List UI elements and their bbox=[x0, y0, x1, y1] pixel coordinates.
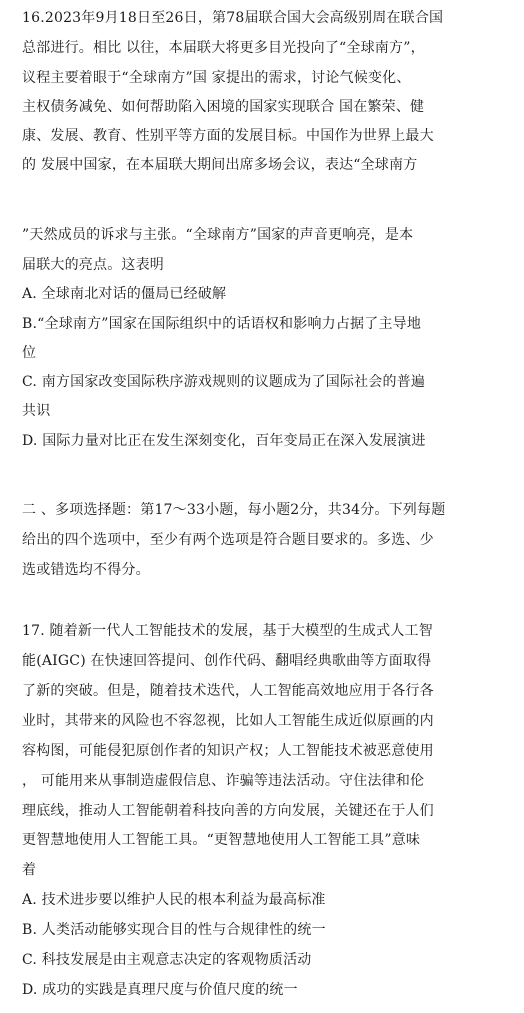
section2-instruction-line: 给出的四个选项中，至少有两个选项是符合题目要求的。多选、少 bbox=[22, 532, 434, 548]
q16-stem-line: 主权债务减免、如何帮助陷入困境的国家实现联合 国在繁荣、健 bbox=[22, 99, 425, 115]
q16-option-c-cont: 共识 bbox=[22, 403, 51, 419]
q16-option-b: B.“全球南方”国家在国际组织中的话语权和影响力占据了主导地 bbox=[22, 316, 422, 332]
q16-stem-line: 16.2023年9月18日至26日，第78届联合国大会高级别周在联合国 bbox=[22, 10, 444, 26]
q17-option-b: B. 人类活动能够实现合目的性与合规律性的统一 bbox=[22, 922, 326, 938]
q17-stem-line: 容构图，可能侵犯原创作者的知识产权；人工智能技术被恶意使用 bbox=[22, 743, 434, 759]
q17-option-a: A. 技术进步要以维护人民的根本利益为最高标准 bbox=[22, 892, 326, 908]
q17-stem-line: 更智慧地使用人工智能工具。“更智慧地使用人工智能工具”意味 bbox=[22, 832, 421, 848]
q16-stem-line: 康、发展、教育、性别平等方面的发展目标。中国作为世界上最大 bbox=[22, 128, 434, 144]
q16-option-c: C. 南方国家改变国际秩序游戏规则的议题成为了国际社会的普遍 bbox=[22, 374, 426, 390]
q17-stem-line: 17. 随着新一代人工智能技术的发展，基于大模型的生成式人工智 bbox=[22, 623, 433, 639]
q16-stem-line: 总部进行。相比 以往，本届联大将更多目光投向了“全球南方”， bbox=[22, 40, 425, 56]
q17-stem-line: 业时，其带来的风险也不容忽视，比如人工智能生成近似原画的内 bbox=[22, 713, 434, 729]
q16-stem-line: ”天然成员的诉求与主张。“全球南方”国家的声音更响亮，是本 bbox=[22, 227, 414, 243]
q16-option-b-cont: 位 bbox=[22, 345, 37, 361]
section2-instruction-line: 二 、多项选择题：第17～33小题，每小题2分，共34分。下列每题 bbox=[22, 502, 446, 518]
q16-stem-line: 届联大的亮点。这表明 bbox=[22, 257, 164, 273]
section2-instruction-line: 选或错选均不得分。 bbox=[22, 562, 150, 578]
q16-stem-line: 议程主要着眼于“全球南方”国 家提出的需求，讨论气候变化、 bbox=[22, 70, 411, 86]
q16-option-d: D. 国际力量对比正在发生深刻变化，百年变局正在深入发展演进 bbox=[22, 433, 426, 449]
q16-option-a: A. 全球南北对话的僵局已经破解 bbox=[22, 286, 227, 302]
q17-stem-line: 了新的突破。但是，随着技术迭代，人工智能高效地应用于各行各 bbox=[22, 683, 434, 699]
q17-stem-line: 能(AIGC) 在快速回答提问、创作代码、翻唱经典歌曲等方面取得 bbox=[22, 653, 432, 669]
q17-stem-line: ， 可能用来从事制造虚假信息、诈骗等违法活动。守住法律和伦 bbox=[22, 773, 425, 789]
q17-stem-line: 着 bbox=[22, 862, 37, 878]
q17-stem-line: 理底线，推动人工智能朝着科技向善的方向发展，关键还在于人们 bbox=[22, 803, 434, 819]
q17-option-d: D. 成功的实践是真理尺度与价值尺度的统一 bbox=[22, 982, 298, 998]
q17-option-c: C. 科技发展是由主观意志决定的客观物质活动 bbox=[22, 952, 312, 968]
q16-stem-line: 的 发展中国家，在本届联大期间出席多场会议，表达“全球南方 bbox=[22, 157, 418, 173]
